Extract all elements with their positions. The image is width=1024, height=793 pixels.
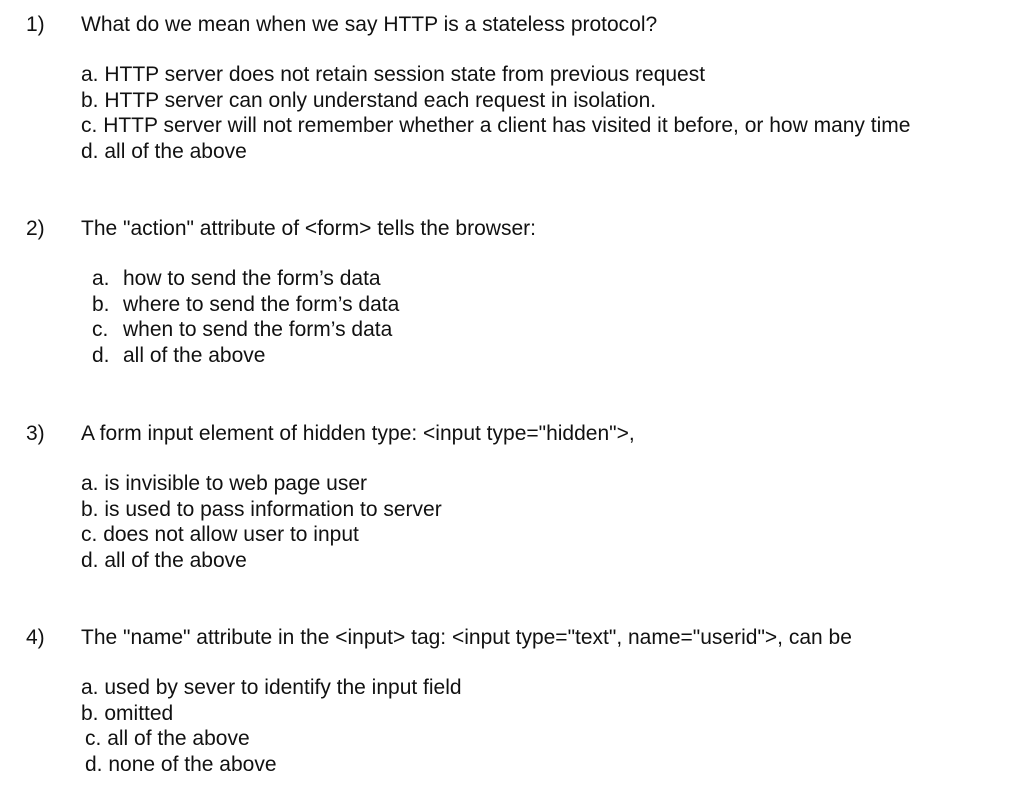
option-b	[81, 88, 910, 114]
option-text: how to send the form’s data	[123, 267, 381, 290]
option-b	[81, 497, 442, 523]
answer-options	[92, 266, 399, 368]
option-letter: c.	[85, 727, 102, 750]
option-letter: b.	[81, 701, 99, 725]
option-letter: a.	[81, 472, 99, 495]
option-text: HTTP server does not retain session state from previous request	[104, 63, 706, 86]
option-letter: c.	[92, 318, 109, 341]
option-letter: c.	[81, 523, 98, 546]
question-text: What do we mean when we say HTTP is a stateless protocol?	[81, 13, 658, 36]
option-text: used by sever to identify the input field	[104, 676, 462, 699]
option-letter: d.	[81, 139, 99, 163]
option-text: omitted	[104, 701, 174, 725]
option-text: where to send the form’s data	[123, 292, 400, 316]
question-text: The "action" attribute of <form> tells the browser:	[81, 217, 536, 240]
option-letter: a.	[92, 267, 110, 290]
option-text: HTTP server will not remember whether a client has visited it before, or how many time	[103, 114, 911, 137]
option-text: is invisible to web page user	[104, 472, 368, 495]
option-text: HTTP server can only understand each request in isolation.	[104, 88, 657, 112]
option-text: when to send the form’s data	[123, 318, 393, 341]
option-a	[81, 675, 462, 701]
option-a	[92, 266, 399, 292]
option-d	[92, 343, 399, 369]
option-d	[81, 548, 442, 574]
option-c	[81, 113, 910, 139]
option-a	[81, 62, 910, 88]
option-letter: b.	[81, 497, 99, 521]
question-text: A form input element of hidden type: <input type="hidden">,	[81, 422, 635, 445]
option-b	[81, 701, 462, 727]
answer-options	[81, 62, 910, 164]
option-text: is used to pass information to server	[104, 497, 442, 521]
option-c	[81, 726, 462, 752]
option-letter: d.	[92, 343, 110, 367]
option-letter: a.	[81, 676, 99, 699]
question-number: 4)	[26, 626, 45, 649]
question-text: The "name" attribute in the <input> tag: <input type="text", name="userid">, can be	[81, 626, 852, 649]
option-letter: c.	[81, 114, 98, 137]
option-letter: a.	[81, 63, 99, 86]
option-letter: b.	[81, 88, 99, 112]
option-letter: b.	[92, 292, 110, 316]
option-c	[81, 522, 442, 548]
option-d	[81, 752, 462, 778]
question-number: 2)	[26, 217, 45, 240]
question-number: 3)	[26, 422, 45, 445]
option-text: all of the above	[107, 727, 250, 750]
option-text: all of the above	[104, 548, 247, 572]
option-letter: d.	[81, 548, 99, 572]
option-a	[81, 471, 442, 497]
option-d	[81, 139, 910, 165]
option-c	[92, 317, 399, 343]
option-text: none of the above	[108, 752, 277, 776]
option-b	[92, 292, 399, 318]
answer-options	[81, 471, 442, 573]
answer-options	[81, 675, 462, 777]
question-number: 1)	[26, 13, 45, 36]
option-text: all of the above	[123, 343, 266, 367]
option-text: all of the above	[104, 139, 247, 163]
option-text: does not allow user to input	[103, 523, 359, 546]
option-letter: d.	[85, 752, 103, 776]
